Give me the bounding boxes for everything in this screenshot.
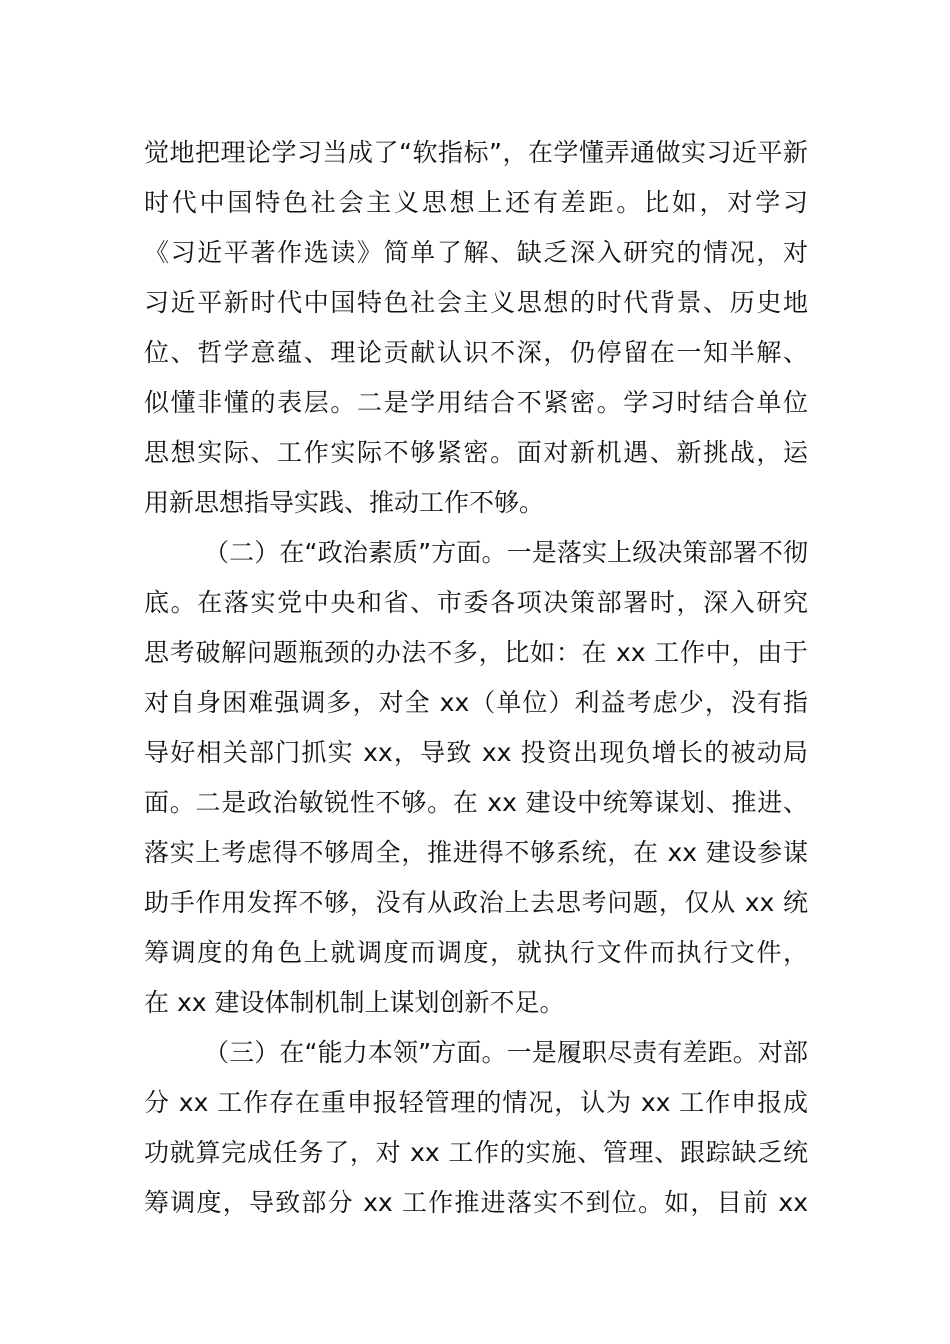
text-line: 觉地把理论学习当成了“软指标”，在学懂弄通做实习近平新 bbox=[144, 138, 808, 167]
text-line: 落实上考虑得不够周全，推进得不够系统，在 xx 建设参谋 bbox=[144, 838, 808, 867]
paragraph-start-line: （二）在“政治素质”方面。一是落实上级决策部署不彻 bbox=[204, 538, 808, 567]
text-line: 思考破解问题瓶颈的办法不多，比如：在 xx 工作中，由于 bbox=[144, 638, 808, 667]
text-line: 助手作用发挥不够，没有从政治上去思考问题，仅从 xx 统 bbox=[144, 888, 808, 917]
text-line: 功就算完成任务了，对 xx 工作的实施、管理、跟踪缺乏统 bbox=[144, 1138, 808, 1167]
text-line: 分 xx 工作存在重申报轻管理的情况，认为 xx 工作申报成 bbox=[144, 1088, 808, 1117]
text-line: 对自身困难强调多，对全 xx（单位）利益考虑少，没有指 bbox=[144, 688, 808, 717]
text-line: 位、哲学意蕴、理论贡献认识不深，仍停留在一知半解、 bbox=[144, 338, 808, 367]
text-line: 筹调度，导致部分 xx 工作推进落实不到位。如，目前 xx bbox=[144, 1188, 808, 1217]
text-line: 筹调度的角色上就调度而调度，就执行文件而执行文件， bbox=[144, 938, 808, 967]
paragraph-start-line: （三）在“能力本领”方面。一是履职尽责有差距。对部 bbox=[204, 1038, 808, 1067]
text-line: 习近平新时代中国特色社会主义思想的时代背景、历史地 bbox=[144, 288, 808, 317]
text-line: 在 xx 建设体制机制上谋划创新不足。 bbox=[144, 988, 565, 1017]
text-line: 思想实际、工作实际不够紧密。面对新机遇、新挑战，运 bbox=[144, 438, 808, 467]
text-line: 面。二是政治敏锐性不够。在 xx 建设中统筹谋划、推进、 bbox=[144, 788, 808, 817]
text-line: 导好相关部门抓实 xx，导致 xx 投资出现负增长的被动局 bbox=[144, 738, 808, 767]
text-line: 《习近平著作选读》简单了解、缺乏深入研究的情况，对 bbox=[144, 238, 808, 267]
text-line: 似懂非懂的表层。二是学用结合不紧密。学习时结合单位 bbox=[144, 388, 808, 417]
text-line: 用新思想指导实践、推动工作不够。 bbox=[144, 488, 545, 517]
text-line: 时代中国特色社会主义思想上还有差距。比如，对学习 bbox=[144, 188, 808, 217]
text-line: 底。在落实党中央和省、市委各项决策部署时，深入研究 bbox=[144, 588, 808, 617]
